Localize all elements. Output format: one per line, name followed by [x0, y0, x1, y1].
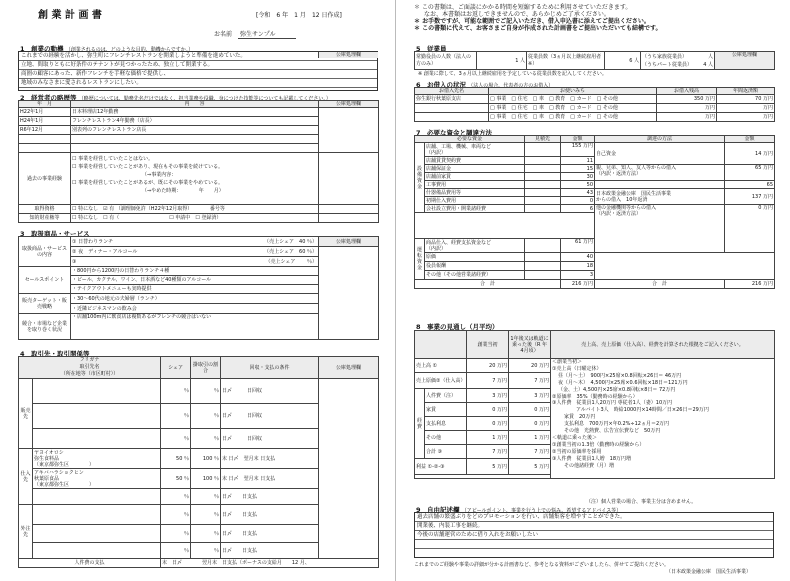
sales-label: 販売先 [19, 379, 33, 449]
page-title: 創 業 計 画 書 [38, 10, 102, 21]
employees-note: ※ 創業に際して、3ヵ月以上継続雇用を予定している従業員数を記入してください。 [418, 71, 607, 77]
officer-use-label: 公庫処理欄 [319, 101, 379, 108]
sales-point-label: セールスポイント [19, 267, 71, 294]
ip-label: 知的財産権等 [19, 214, 71, 223]
outlook-basis: ＜創業当初＞ ①売上高（日曜定休） 昼（月〜土） 900円×25席×0.8回転×26日＝ 46万円 夜（月〜木） 4,500円×25席×0.6回転×18日＝121万円 （金、土）4,500円×25席×0.8回転×8日＝ 72万円 ②原価率 35%（勤務時の経験から） ③人件費 従業員1人20万円 専従者1人（妻）10万円 アルバイト3人 時給1000円×14時間／日×26日＝29万円 家賃 20万円 支払利息 700万円×年0.2%÷12ヵ月＝2万円 その他 光熱費、広告宣伝費など 50万円 ＜軌道に乗った後＞ ①創業当初の1.3倍（勤務時の経験から） ②当初の原価率を採用 ③人件費 従業員1人増 18万円増 その他諸経費（月）増 [551, 359, 775, 479]
career-table: 年 月 内 容 公庫処理欄 H22年1月 日本料理店12年勤務 H24年1月 フレンチレストラン4年勤務（店長） R6年12月 別表列のフレンチレストラン店長 過去の事業経験 ☐ 事業を経営していたことはない。 ☐ 事業を経営していたことがあり、現在もその事業を続けている。 （⇒事業内容： ☐ 事業を経営していたことがあるが、既にその事業をやめている。 （⇒やめた時期： 年 月） 取得資格 ☐ 特になし ☑ 有 （調理師免許（H22年12月取得） 番号等 知的財産権等 ☐ 特になし ☐ 有（ ☐ 申請中 ☐ 登録済） [18, 100, 379, 223]
employees-label: 従業員数（3ヵ月以上継続雇用者※） [527, 52, 605, 70]
employees-table: 常勤役員の人数（法人の方のみ） 1 人 従業員数（3ヵ月以上継続雇用者※） 6 人 （うち家族従業員） 人 （うちパート従業員） 4 人 公庫処理欄 [414, 51, 775, 70]
col-content: 内 容 [71, 101, 319, 108]
outlook-table: 創業当初 1年後又は軌道に乗った後（R 年 4月頃） 売上高、売上原価（仕入高）、経費を計算された根拠をご記入ください。 売上高 ① 20 万円 20 万円 ＜創業当初＞ ①売上高（日曜定休） 昼（月〜土） 900円×25席×0.8回転×26日＝ 46万円 夜（月〜木） 4,500円×25席×0.6回転×18日＝121万円 （金、土）4,500円×25席×0.8回転×8日＝ 72万円 ②原価率 35%（勤務時の経験から） ③人件費 従業員1人20万円 専従者1人（妻）10万円 アルバイト3人 時給1000円×14時間／日×26日＝29万円 家賃 20万円 支払利息 700万円×年0.2%÷12ヵ月＝2万円 その他 光熱費、広告宣伝費など 50万円 ＜軌道に乗った後＞ ①創業当初の1.3倍（勤務時の経験から） ②当初の原価率を採用 ③人件費 従業員1人増 18万円増 その他諸経費（月）増 売上原価②（仕入高） 7 万円 7 万円 経費 人件費（注） 3 万円 3 万円 家賃 0 万円 0 万円 支払利息 0 万円 0 万円 その他 1 万円 1 万円 合計 ③ 7 万円 7 万円 利益 ①-②-③ 5 万円 5 万円 [414, 330, 775, 479]
loan-row: □ 事業 □ 住宅 □ 車 □ 教育 □ カード □ その他 万円 万円 [415, 113, 775, 122]
section-7-title: 7 必要な資金と調達方法 [416, 129, 493, 137]
employees-value: 6 [629, 57, 633, 64]
creation-date: [令和 6 年 1 月 12 日作成] [256, 12, 342, 19]
sales-point: ・800円から1200円の日替わりランチ４種 [71, 267, 319, 276]
col-basis: 売上高、売上原価（仕入高）、経費を計算された根拠をご記入ください。 [551, 331, 775, 359]
section-4-title: 4 取引先・取引関係等 [20, 350, 90, 358]
checkbox-checked-icon[interactable]: ☑ [103, 206, 108, 212]
past-option-current[interactable]: ☐ 事業を経営していたことがあり、現在もその事業を続けている。 [72, 164, 224, 170]
motivation-line: 立地、間取りともに好条件のテナントが見つかったため、独立して開業する。 [19, 61, 377, 70]
checkbox-icon[interactable]: ☐ [72, 215, 77, 221]
col-start: 創業当初 [467, 331, 509, 359]
career-content: フレンチレストラン4年勤務（店長） [71, 117, 319, 126]
purchase-row: アキバハラショクヒン 秋葉原食品 （東京都弥生区 ） [33, 469, 161, 489]
target-item: ・30〜60代の地元の夫婦層（ランチ） [71, 294, 319, 304]
section-3-title: 3 取扱商品・サービス [20, 230, 90, 238]
fulltime-value: 1 [515, 57, 519, 64]
career-year: H22年1月 [19, 108, 71, 117]
sales-point: ・ビール、カクテル、ワイン、日本酒など40種類のアルコール [71, 276, 319, 285]
section-6-title: 6 お借入の状況 （法人の場合、代表者の方のお借入） [416, 81, 554, 89]
products-table [18, 236, 379, 340]
motivation-line: これまでの経験を活かし、弥生町にフレンチレストランを開業しようと準備を進めていた。 [19, 52, 377, 61]
col-cash: 掛取引の割合 [191, 357, 221, 379]
checkbox-icon[interactable]: ☐ [72, 206, 77, 212]
target-item: ・近隣ビジネスマンの飲み会 [71, 304, 319, 314]
career-year: H24年1月 [19, 117, 71, 126]
col-share: シェア [161, 357, 191, 379]
section-5-title: 5 従業員 [416, 45, 447, 53]
funding-table: 必要な資金 見積先 金額 調達の方法 金額 設備資金 店舗、工場、機械、車両など （内訳） 155 万円 自己資金 14 万円 店舗賃貸契約費 11 店舗保証金 15 親、兄弟、知人、友人等からの借入 （内訳・返済方法） 65 万円 店舗前家賃 30 工事費用 50 65 什器備品費用等 43 日本政策金融公庫 国民生活事業 からの借入 10年返済 137 万円 初期仕入費用 0 会社設立費用・開業諸経費 6 他の金融機関等からの借入 （内訳・返済方法） 0 万円 運転資金 商品仕入、経費支払資金など （内訳） 61 万円 原価 40 役員報酬 18 その他（その他営業諸経費） 3 合 計 216 万円 合 計 216 万円 [414, 135, 775, 289]
free-text-box: 過去店舗の繁盛ぶりをどのプロモーションを行い、店舗集客を増やすことができた。 開業後、内装工事を継続。 今後の店舗運営のために借り入れをお願いしたい [414, 512, 774, 558]
trading-table: フリガナ 取引先名 （所在地等（市区町村）） シェア 掛取引の割合 回収・支払の条件 公庫処理欄 販売先 ％ ％ 日〆 日回収 ％ ％ 日〆 日回収 ％ ％ 日〆 日回収 仕入先 ヤヨイオロシ 弥生食料品 （東京都弥生区 ） 50 ％ 100 ％ 末 日〆 翌月末 日支払 アキバハラショクヒン 秋葉原食品 （東京都弥生区 ） 50 ％ 100 ％ 末 日〆 翌月末 日支払 ％ ％ 日〆 日支払 外注先 ％ ％ 日〆 日支払 ％ ％ 日〆 日支払 ％ ％ 日〆 日支払 人件費の支払 末 日〆 翌月末 日支払（ボーナスの支給月 12 月、 [18, 356, 379, 568]
competition-text: ・店舗100m内に飲食店は複数あるがフレンチの競合はいない [71, 314, 319, 340]
product-item: ③ （売上シェア ％） [72, 258, 317, 265]
checkbox-icon[interactable]: ☐ [195, 215, 200, 221]
loans-table: お借入先名 お使いみち お借入残高 年間返済額 弥生銀行秋葉原支店 □ 事業 □ 住宅 □ 車 □ 教育 □ カード □ その他 350 万円 70 万円 □ 事業 □ 住宅 □ 車 □ 教育 □ カード □ その他 万円 万円 □ 事業 □ 住宅 □ 車 □ 教育 □ カード □ その他 万円 万円 [416, 88, 773, 120]
outsource-label: 外注先 [19, 505, 33, 559]
motivation-line: 商圏の顧客にあった、新作フレンチを手軽な価格で提供し、 [19, 70, 377, 79]
loan-row: 弥生銀行秋葉原支店 □ 事業 □ 住宅 □ 車 □ 教育 □ カード □ その他 350 万円 70 万円 [416, 96, 773, 102]
payroll-terms: 末 日〆 翌月末 日支払（ボーナスの支給月 12 月、 [161, 559, 379, 568]
notice-block: ＊ この書類は、ご面談にかかる時間を短縮するために利用させていただきます。 なお、本書類はお返しできませんので、あらかじめご了承ください。 ＊ お手数ですが、可能な範囲でご記入いただき、借入申込書に添えてご提出ください。 ＊ この書類に代えて、お客さまご自身が作成された計画書をご提出いただいても結構です。 [414, 4, 662, 32]
loan-row: □ 事業 □ 住宅 □ 車 □ 教育 □ カード □ その他 万円 万円 [415, 104, 775, 113]
total-funding: 216 [751, 281, 762, 287]
purchase-row: ヤヨイオロシ 弥生食料品 （東京都弥生区 ） [33, 449, 161, 469]
equipment-label: 設備資金 [415, 143, 425, 213]
officer-use-label: 公庫処理欄 [319, 357, 379, 379]
past-option-none[interactable]: ☐ 事業を経営していたことはない。 [72, 156, 154, 162]
footer-note: これまでのご経験や事業の詳細が分かる計画書など、参考となる資料がございましたら、併せてご提出ください。 [414, 562, 670, 568]
target-label: 販売ターゲット・販売戦略 [19, 294, 71, 314]
right-page [395, 0, 790, 581]
outlook-note: （注）個人営業の場合、事業主分は含めません。 [586, 499, 697, 505]
checkbox-icon[interactable]: ☐ [169, 215, 174, 221]
checkbox-icon: ☐ [72, 180, 77, 186]
license-value: （調理師免許（H22年12月取得） [115, 206, 190, 212]
funding-total-row: 合 計 216 万円 合 計 216 万円 [415, 280, 775, 289]
section-2-title: 2 経営者の略歴等 （略歴については、勤務先名だけではなく、担当業務や役職、身につけた技能等についても記載してください。） [20, 94, 331, 102]
col-terms: 回収・支払の条件 [221, 357, 319, 379]
officer-use-label: 公庫処理欄 [319, 237, 379, 247]
expense-label: 経費 [415, 389, 425, 459]
officer-use-label: 公庫処理欄 [318, 52, 378, 58]
footer-issuer: （日本政策金融公庫 国民生活事業） [666, 569, 752, 575]
officer-use-label: 公庫処理欄 [715, 52, 775, 70]
motivation-line: 地域のみなさまに愛されるレストランにしたい。 [19, 79, 377, 88]
competition-label: 競合・市場など企業を取り巻く状況 [19, 314, 71, 340]
applicant-name: お名前 弥生サンプル [214, 31, 296, 38]
past-option-closed[interactable]: ☐ 事業を経営していたことがあるが、既にその事業をやめている。 [72, 180, 224, 186]
items-label: 取扱商品・サービスの内容 [19, 237, 71, 267]
checkbox-icon[interactable]: ☐ [103, 215, 108, 221]
purchase-label: 仕入先 [19, 449, 33, 505]
checkbox-icon: ☐ [72, 164, 77, 170]
working-label: 運転資金 [415, 239, 425, 280]
fulltime-label: 常勤役員の人数（法人の方のみ） [415, 52, 477, 70]
license-label: 取得資格 [19, 205, 71, 214]
career-content: 日本料理店12年勤務 [71, 108, 319, 117]
checkbox-icon: ☐ [72, 156, 77, 162]
total-need: 216 [571, 281, 582, 287]
section-8-title: 8 事業の見通し（月平均） [416, 323, 499, 331]
sales-point: ・テイクアウトメニューも実時提供 [71, 285, 319, 294]
product-item: ① 日替わりランチ （売上シェア 40 ％） [72, 238, 317, 245]
section-9-title: 9 自由記述欄 （アピールポイント、事業を行う上での悩み、希望するアドバイス等） [416, 506, 622, 514]
career-year: R6年12月 [19, 126, 71, 135]
col-year: 年 月 [19, 101, 71, 108]
product-item: ② 夜 ディナー・アルコール （売上シェア 60 ％） [72, 248, 317, 255]
payroll-label: 人件費の支払 [19, 559, 161, 568]
career-content: 別表列のフレンチレストラン店長 [71, 126, 319, 135]
past-business-label: 過去の事業経験 [19, 153, 71, 205]
col-after: 1年後又は軌道に乗った後（R 年 4月頃） [509, 331, 551, 359]
section-1-title: 1 創業の動機 （創業されるのは、どのような目的、動機からですか。） [20, 45, 194, 53]
